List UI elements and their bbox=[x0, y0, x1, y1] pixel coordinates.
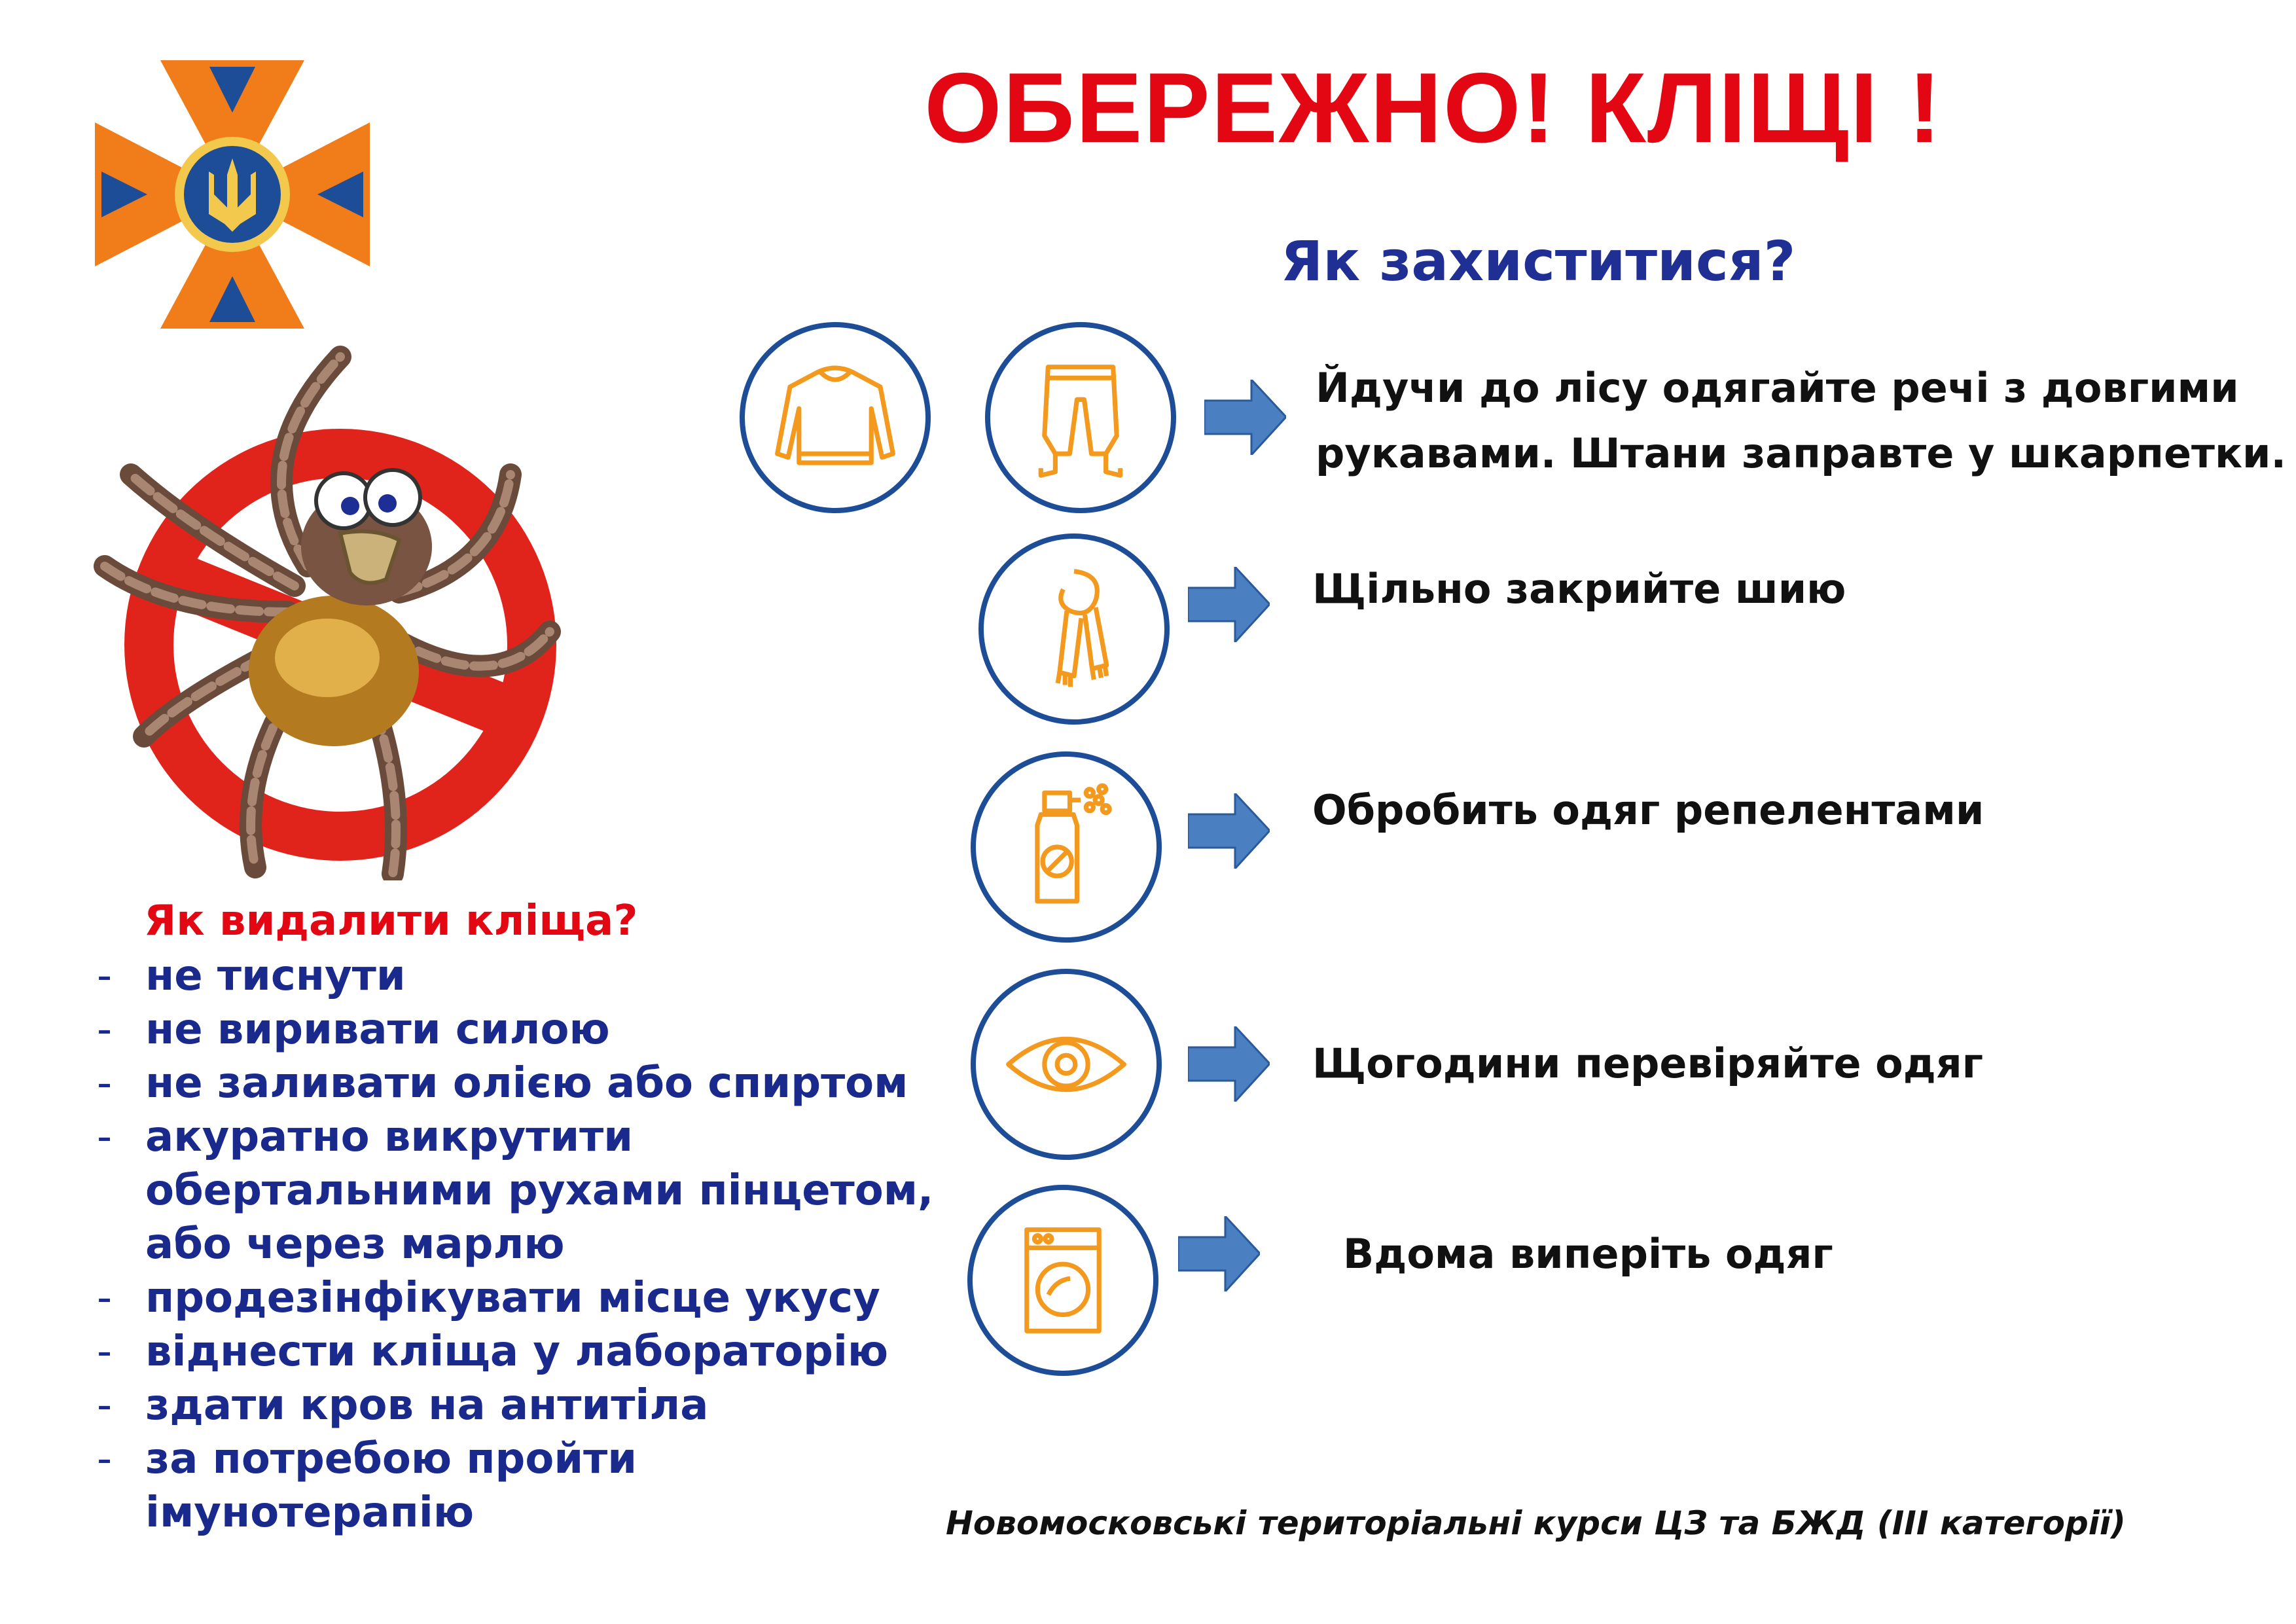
page-title: ОБЕРЕЖНО! КЛІЩІ ! bbox=[924, 52, 1943, 164]
arrow-icon bbox=[1204, 380, 1286, 455]
list-item: - не тиснути bbox=[92, 949, 942, 1003]
emblem-icon bbox=[95, 60, 370, 329]
trousers-icon-circle bbox=[985, 322, 1176, 513]
list-item: - продезінфікувати місце укусу bbox=[92, 1271, 942, 1325]
tick-illustration bbox=[92, 331, 589, 880]
tip-text-line: Обробить одяг репелентами bbox=[1312, 786, 1984, 834]
tip-text-line: Йдучи до лісу одягайте речі з довгими bbox=[1316, 364, 2239, 412]
arrow-icon bbox=[1188, 567, 1270, 642]
list-item: - віднести кліща у лабораторію bbox=[92, 1325, 942, 1379]
arrow-icon bbox=[1188, 1026, 1270, 1102]
arrow-icon bbox=[1178, 1216, 1260, 1291]
tip-text-line: Вдома виперіть одяг bbox=[1343, 1230, 1833, 1278]
sweater-icon bbox=[745, 327, 925, 508]
list-item: - здати кров на антитіла bbox=[92, 1379, 942, 1432]
list-item: - за потребою пройти імунотерапію bbox=[92, 1432, 643, 1540]
eye-icon-circle bbox=[971, 969, 1162, 1160]
arrow-icon bbox=[1188, 793, 1270, 869]
repellent-spray-icon bbox=[976, 757, 1157, 937]
scarf-icon-circle bbox=[978, 533, 1170, 725]
sweater-icon-circle bbox=[740, 322, 931, 513]
eye-icon bbox=[976, 974, 1157, 1155]
section-subtitle: Як захиститися? bbox=[1280, 229, 1796, 293]
scarf-icon bbox=[984, 539, 1164, 719]
footer-credit: Новомосковські територіальні курси ЦЗ та БЖД (ІІІ категорії) bbox=[946, 1504, 2126, 1542]
list-item: - не заливати олією або спиртом bbox=[92, 1056, 942, 1110]
trousers-icon bbox=[990, 327, 1171, 508]
tip-text-line: Щогодини перевіряйте одяг bbox=[1312, 1039, 1984, 1087]
tip-text-line: рукавами. Штани заправте у шкарпетки. bbox=[1316, 429, 2287, 477]
removal-title: Як видалити кліща? bbox=[144, 897, 638, 945]
washing-machine-icon-circle bbox=[967, 1185, 1158, 1376]
list-item: - не виривати силою bbox=[92, 1003, 942, 1056]
washing-machine-icon bbox=[973, 1190, 1153, 1371]
tip-text-line: Щільно закрийте шию bbox=[1312, 565, 1846, 613]
removal-list bbox=[92, 949, 942, 1540]
list-item: - акуратно викрутити обертальними рухами пінцетом, або через марлю bbox=[92, 1110, 944, 1271]
spray-icon-circle bbox=[971, 751, 1162, 943]
